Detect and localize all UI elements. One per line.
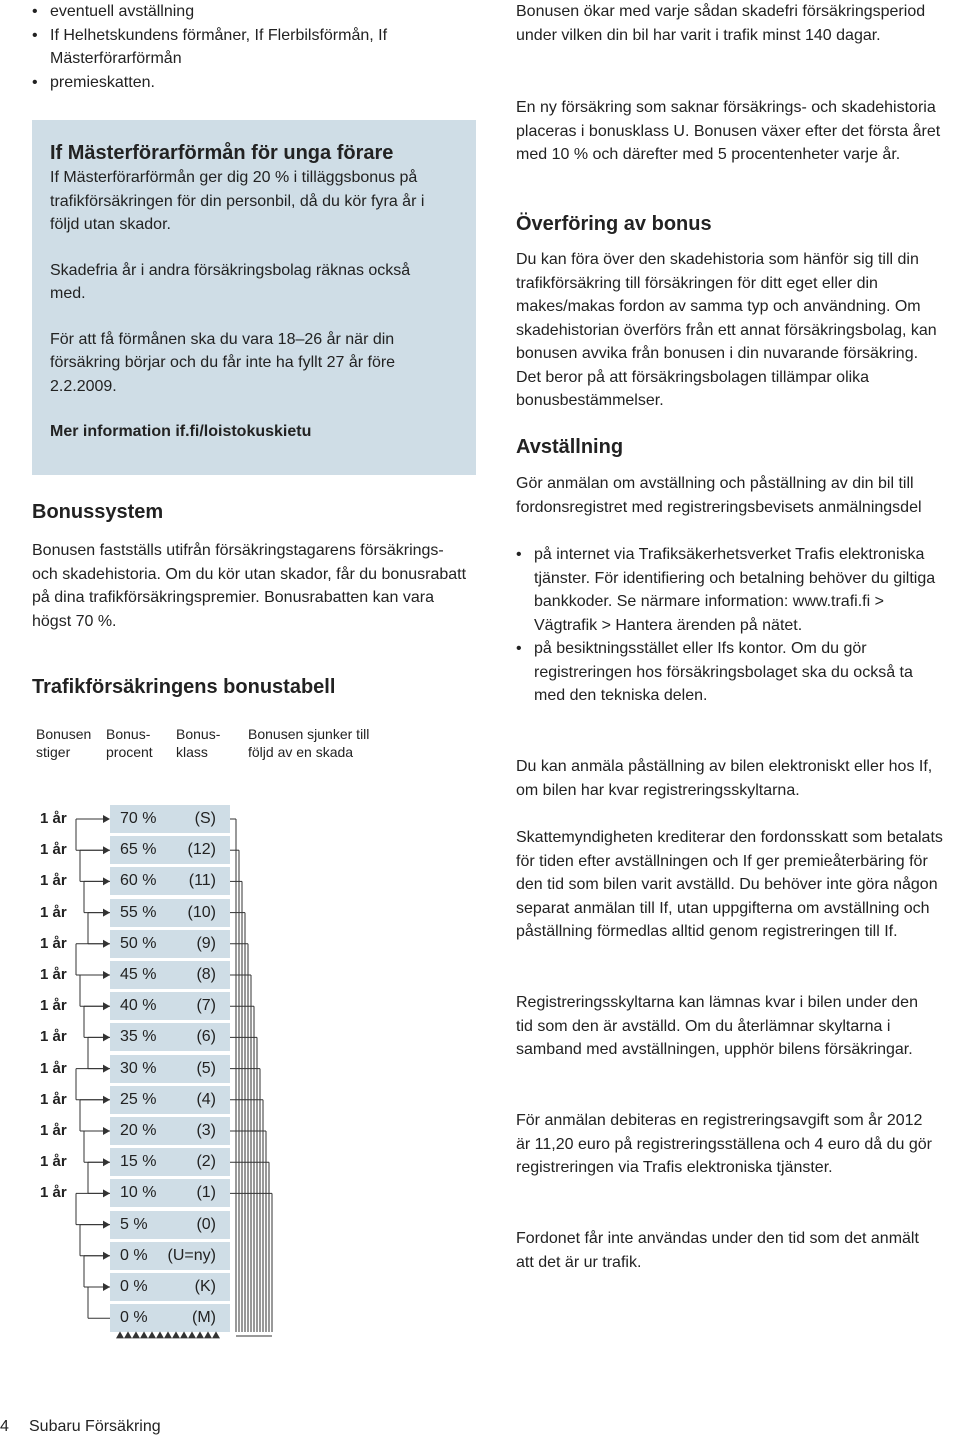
bonus-percent: 20 % [120,1122,157,1139]
header-bonusklass: Bonus- klass [176,726,221,760]
bonus-percent: 45 % [120,966,157,983]
bonus-class: (M) [192,1309,216,1327]
avstallning-bullet-list [516,543,946,708]
bonus-percent: 35 % [120,1028,157,1046]
plates-paragraph: Registreringsskyltarna kan lämnas kvar i bilen under den tid som den är avställd. Om du återlämnar skyltarna i samband med avställningen, upphör bilens försäkringar. [516,994,918,1058]
info-box-title: If Mästerförarförmån för unga förare [50,142,394,164]
drop-arrowhead [212,1331,220,1338]
bonus-class: (10) [187,903,216,921]
bonus-percent: 25 % [120,1090,157,1108]
drop-arrowhead [204,1331,212,1338]
bonus-percent: 60 % [120,872,157,890]
page-number: 4 [0,1418,9,1435]
rise-arrowhead [103,1158,110,1166]
new-insurance-paragraph: En ny försäkring som saknar försäkrings- och skadehistoria placeras i bonusklass U. Bonusen växer efter det första året med 10 % och därefter med 5 procentenheter varje år. [516,99,941,163]
rise-arrowhead [103,909,110,917]
rise-arrowhead [103,1127,110,1135]
year-label: 1 år [40,1059,67,1077]
drop-arrowhead [116,1331,124,1338]
list-item: • premieskatten. [32,71,452,95]
bonus-percent: 0 % [120,1278,148,1295]
bonussystem-text: Bonusen fastställs utifrån försäkringstagarens försäkrings- och skadehistoria. Om du kör utan skador, får du bonusrabatt på dina trafikförsäkringspremier. Bonusrabatten kan vara högst 70 %. [32,542,467,630]
drop-arrowhead [188,1331,196,1338]
transfer-paragraph: Du kan föra över den skadehistoria som hänför sig till din trafikförsäkring till försäkringen för ditt eget eller din makes/makas fordon av samma typ och användning. Om skadehistorian överförs från ett annat försäkringsbolag, kan bonusen avvika från bonusen i din nuvarande försäkring. Det beror på att försäkringsbolagen tillämpar olika bonusbestämmelser. [516,251,937,409]
year-label: 1 år [40,903,67,921]
drop-arrowhead [156,1331,164,1338]
rise-arrowhead [103,1033,110,1041]
avstallning-heading: Avställning [516,436,624,458]
drop-arrowhead [196,1331,204,1338]
bonus-percent: 30 % [120,1059,157,1077]
info-box-paragraph: If Mästerförarförmån ger dig 20 % i tilläggsbonus på trafikförsäkringen för din personbil, då du kör fyra år i följd utan skador. [50,169,425,233]
rise-arrowhead [103,1189,110,1197]
bonus-class: (5) [196,1059,216,1077]
drop-arrowhead [172,1331,180,1338]
electronic-paragraph: Du kan anmäla påställning av bilen elektroniskt eller hos If, om bilen har kvar registreringsskyltarna. [516,758,933,799]
use-paragraph: Fordonet får inte användas under den tid som det anmält att det är ur trafik. [516,1230,919,1271]
rise-arrowhead [103,971,110,979]
bonus-percent: 40 % [120,997,157,1015]
bonussystem-heading: Bonussystem [32,501,164,523]
bonus-class: (U=ny) [167,1246,216,1264]
rise-arrowhead [103,1221,110,1229]
info-box-paragraph: Skadefria år i andra försäkringsbolag räknas också med. [50,261,411,302]
footer-brand: Subaru Försäkring [29,1418,161,1435]
header-bonusprocent: Bonus- procent [106,726,153,760]
bonus-percent: 55 % [120,903,157,921]
list-item: • på besiktningsstället eller Ifs kontor. Om du gör registreringen hos försäkringsbolaget ska du också ta med den tekniska delen. [516,637,946,708]
year-label: 1 år [40,966,67,983]
list-item: • på internet via Trafiksäkerhetsverket Trafis elektroniska tjänster. För identifiering och betalning behöver du giltiga bankkoder. Se närmare information: www.trafi.fi > Vägtrafik > Hantera ärenden på nätet. [516,543,946,637]
bonus-percent: 10 % [120,1184,157,1202]
rise-arrowhead [103,1096,110,1104]
drop-arrowhead [124,1331,132,1338]
bonus-class: (2) [196,1153,216,1171]
rise-arrowhead [103,1283,110,1291]
list-item: • If Helhetskundens förmåner, If Flerbilsförmån, If Mästerförarförmån [32,24,452,71]
bonus-percent: 50 % [120,934,157,952]
bonus-class: (9) [196,934,216,952]
rise-arrowhead [103,846,110,854]
rise-arrowhead [103,1002,110,1010]
year-label: 1 år [40,872,67,890]
year-label: 1 år [40,810,67,827]
drop-arrowhead [140,1331,148,1338]
drop-arrowhead [164,1331,172,1338]
rise-arrowhead [103,1065,110,1073]
list-item: • eventuell avställning [32,0,452,24]
header-bonusen-sjunker: Bonusen sjunker till följd av en skada [248,726,370,760]
avstallning-paragraph: Gör anmälan om avställning och påställning av din bil till fordonsregistret med registreringsbevisets anmälningsdel [516,475,922,516]
year-label: 1 år [40,997,67,1015]
header-bonusen-stiger: Bonusen stiger [36,726,92,760]
tax-paragraph: Skattemyndigheten krediterar den fordonsskatt som betalats för tiden efter avställningen och If ger premieåterbäring för den tid som bilen varit avställd. Du behöver inte göra någon separat anmälan till If, utan uppgifterna om avställning och påställning förmedlas alltid genom registreringen till If. [516,829,943,940]
bonus-class: (12) [187,841,216,859]
bonus-class: (K) [194,1278,216,1295]
bonus-percent: 15 % [120,1153,157,1171]
year-label: 1 år [40,1184,67,1202]
drop-arrowhead [180,1331,188,1338]
year-label: 1 år [40,934,67,952]
info-box-more-link[interactable]: Mer information if.fi/loistokuskietu [50,423,312,440]
intro-paragraph: Bonusen ökar med varje sådan skadefri försäkringsperiod under vilken din bil har varit i trafik minst 140 dagar. [516,3,926,44]
drop-arrowhead [148,1331,156,1338]
year-label: 1 år [40,841,67,859]
bonus-class: (7) [196,997,216,1015]
bonustable-heading: Trafikförsäkringens bonustabell [32,676,336,698]
info-box-paragraph: För att få förmånen ska du vara 18–26 år när din försäkring börjar och du får inte ha fyllt 27 år före 2.2.2009. [50,330,396,395]
bonus-class: (1) [196,1184,216,1202]
bonus-class: (6) [196,1028,216,1046]
year-label: 1 år [40,1153,67,1171]
bonus-percent: 0 % [120,1309,148,1327]
rise-arrowhead [103,877,110,885]
bonus-class: (4) [196,1090,216,1108]
year-label: 1 år [40,1028,67,1046]
bonus-percent: 5 % [120,1215,148,1233]
rise-arrowhead [103,940,110,948]
bonus-percent: 0 % [120,1246,148,1264]
bonus-class: (11) [188,872,216,890]
bonus-class: (8) [196,966,216,983]
bonus-class: (3) [196,1122,216,1139]
fee-paragraph: För anmälan debiteras en registreringsavgift som år 2012 är 11,20 euro på registreringsställena och 4 euro då du gör registreringen via Trafis elektroniska tjänster. [516,1112,932,1176]
bonus-class: (S) [194,810,216,827]
year-label: 1 år [40,1122,67,1139]
rise-arrowhead [103,815,110,823]
transfer-heading: Överföring av bonus [516,213,712,235]
year-label: 1 år [40,1090,67,1108]
rise-arrowhead [103,1252,110,1260]
bonus-percent: 70 % [120,810,157,827]
bonus-class: (0) [196,1215,216,1233]
drop-arrowhead [132,1331,140,1338]
bonus-percent: 65 % [120,841,157,859]
